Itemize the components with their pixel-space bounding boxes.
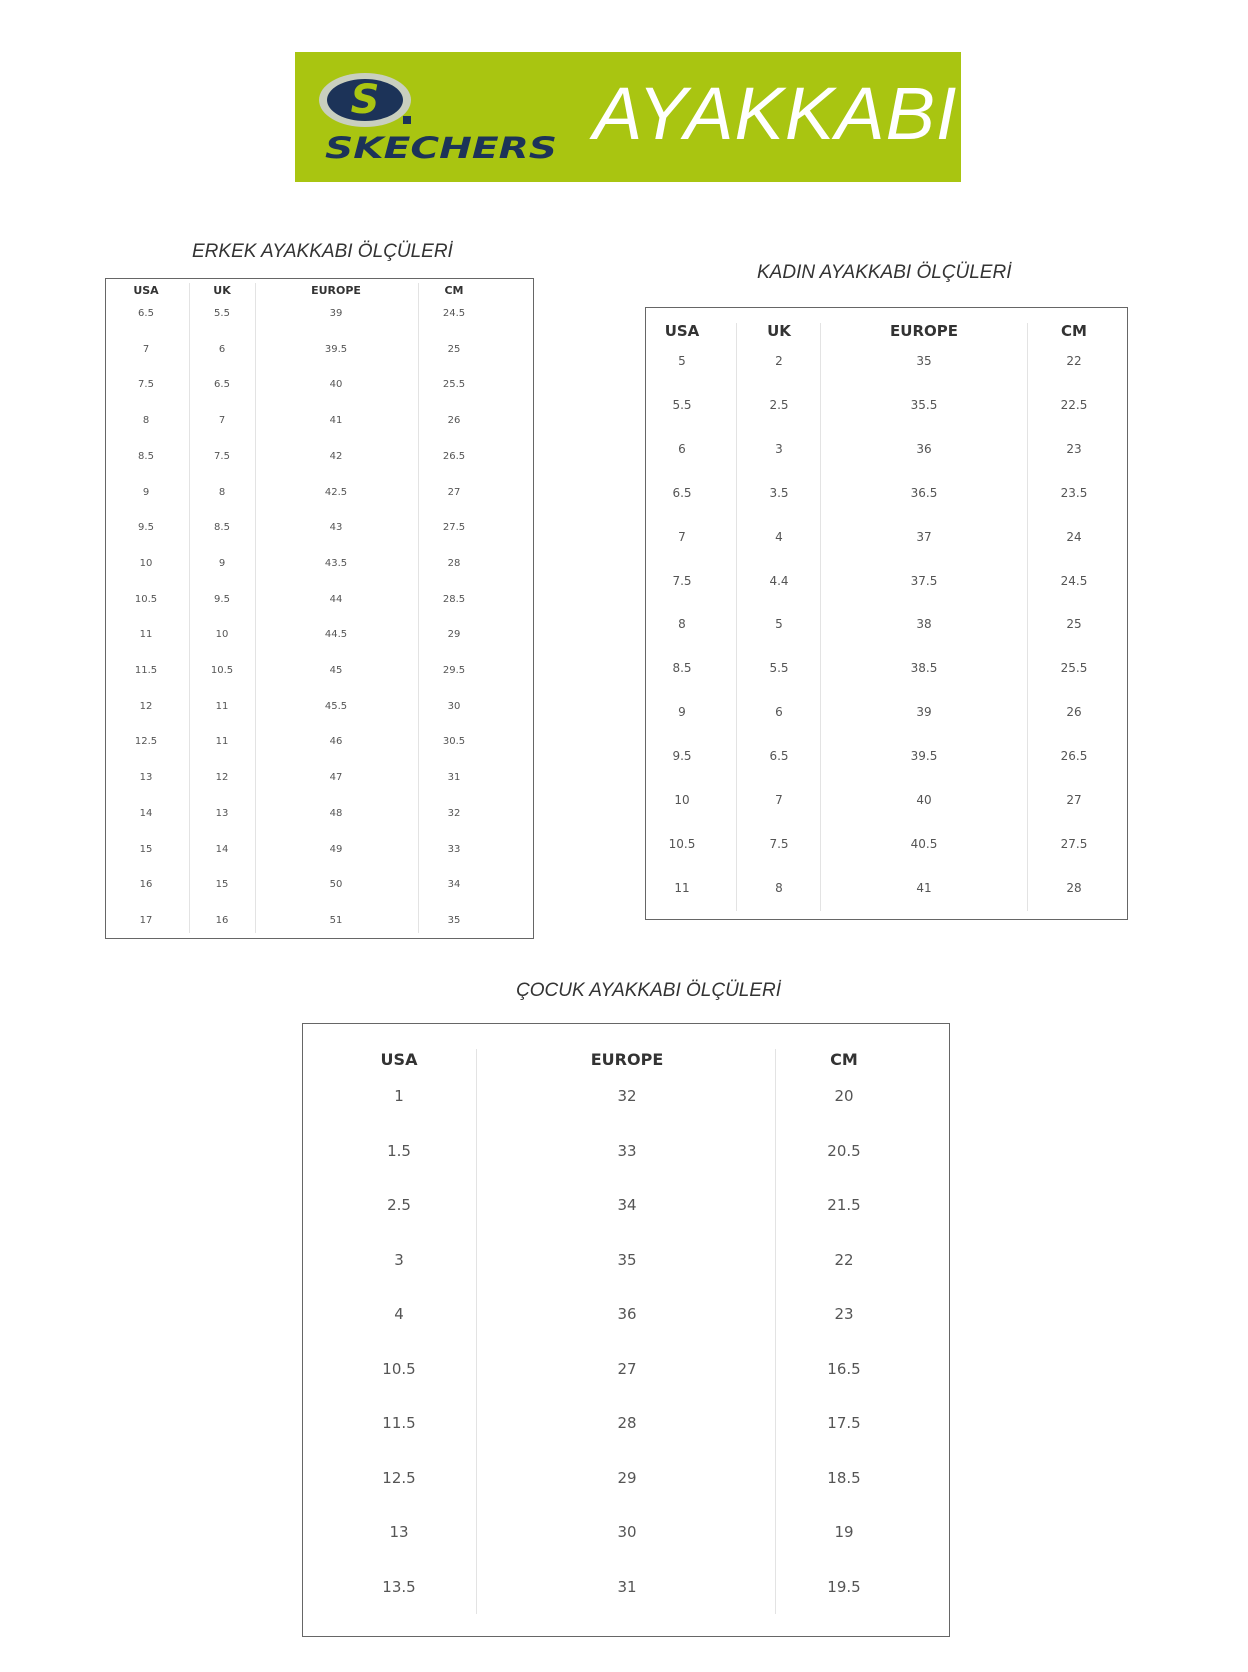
table-cell: 51 xyxy=(329,914,343,926)
table-cell: 37.5 xyxy=(910,573,938,588)
table-cell: 16.5 xyxy=(827,1359,861,1378)
column-header: UK xyxy=(767,322,791,340)
table-cell: 21.5 xyxy=(827,1196,861,1214)
table-cell: 28 xyxy=(617,1414,637,1432)
table-cell: 5.5 xyxy=(214,308,230,319)
table-cell: 8.5 xyxy=(672,661,692,676)
table-cell: 39.5 xyxy=(910,749,938,764)
table-cell: 3 xyxy=(394,1250,404,1269)
table-cell: 7.5 xyxy=(672,573,692,588)
table-cell: 6.5 xyxy=(138,308,154,319)
table-cell: 45.5 xyxy=(324,700,348,712)
table-cell: 19 xyxy=(834,1523,854,1541)
table-cell: 9 xyxy=(218,557,226,569)
column-header: USA xyxy=(380,1050,418,1069)
table-cell: 11 xyxy=(674,880,690,895)
men-section-title: ERKEK AYAKKABI ÖLÇÜLERİ xyxy=(192,241,453,262)
table-cell: 25 xyxy=(447,343,461,355)
table-cell: 12.5 xyxy=(382,1468,416,1487)
table-cell: 13.5 xyxy=(382,1577,416,1596)
column-header: EUROPE xyxy=(311,284,361,297)
table-cell: 7.5 xyxy=(769,836,789,851)
table-cell: 43 xyxy=(329,522,343,534)
table-cell: 33 xyxy=(447,843,461,855)
table-cell: 7 xyxy=(678,529,686,544)
table-cell: 5.5 xyxy=(672,397,692,412)
table-cell: 35 xyxy=(916,354,932,368)
table-cell: 34 xyxy=(447,879,461,891)
column-divider xyxy=(775,1049,776,1614)
table-cell: 19.5 xyxy=(827,1577,861,1596)
table-cell: 45 xyxy=(329,665,343,676)
table-cell: 49 xyxy=(329,843,343,855)
table-cell: 10.5 xyxy=(668,836,696,851)
table-cell: 7 xyxy=(775,793,783,807)
table-cell: 7.5 xyxy=(138,379,154,391)
column-header: CM xyxy=(830,1050,858,1069)
table-cell: 24 xyxy=(1066,529,1082,544)
table-cell: 38 xyxy=(916,617,932,632)
table-cell: 10.5 xyxy=(382,1359,416,1378)
kids-section-title: ÇOCUK AYAKKABI ÖLÇÜLERİ xyxy=(516,980,782,1001)
table-cell: 36 xyxy=(617,1305,637,1323)
table-cell: 30.5 xyxy=(442,736,466,748)
table-cell: 5.5 xyxy=(769,661,789,676)
skechers-s-logo-icon xyxy=(319,70,563,162)
table-cell: 26 xyxy=(447,415,461,427)
table-cell: 40.5 xyxy=(910,836,938,851)
table-cell: 35 xyxy=(617,1250,637,1269)
banner-title: AYAKKABI xyxy=(593,72,958,155)
brand-banner xyxy=(295,52,961,182)
table-cell: 44.5 xyxy=(324,629,348,641)
table-cell: 15 xyxy=(215,879,229,891)
table-cell: 27.5 xyxy=(1060,836,1088,851)
table-cell: 5 xyxy=(775,617,783,632)
column-header: EUROPE xyxy=(890,322,958,340)
column-header: EUROPE xyxy=(590,1050,664,1069)
table-cell: 13 xyxy=(215,807,229,819)
table-cell: 23 xyxy=(834,1305,854,1323)
table-cell: 29 xyxy=(447,629,461,641)
table-cell: 41 xyxy=(916,880,932,895)
table-cell: 50 xyxy=(329,879,343,891)
table-cell: 6.5 xyxy=(672,485,692,500)
table-cell: 28 xyxy=(1066,880,1082,895)
table-cell: 13 xyxy=(389,1523,409,1541)
table-cell: 24.5 xyxy=(442,308,466,319)
table-cell: 47 xyxy=(329,772,343,784)
table-cell: 11 xyxy=(139,629,153,641)
column-header: UK xyxy=(213,284,231,297)
table-cell: 9.5 xyxy=(214,593,230,605)
table-cell: 17 xyxy=(139,914,153,926)
table-cell: 30 xyxy=(447,700,461,712)
table-cell: 14 xyxy=(139,807,153,819)
table-cell: 42 xyxy=(329,450,343,462)
table-cell: 27 xyxy=(617,1359,637,1378)
table-cell: 33 xyxy=(617,1141,637,1160)
table-cell: 11.5 xyxy=(382,1414,416,1432)
table-cell: 5 xyxy=(678,354,686,368)
table-cell: 44 xyxy=(329,593,343,605)
table-cell: 37 xyxy=(916,529,932,544)
table-cell: 2 xyxy=(775,354,783,368)
table-cell: 43.5 xyxy=(324,557,348,569)
table-cell: 28.5 xyxy=(442,593,466,605)
table-cell: 31 xyxy=(617,1577,637,1596)
table-cell: 27 xyxy=(447,486,461,498)
table-cell: 8.5 xyxy=(138,450,154,462)
table-cell: 26.5 xyxy=(442,450,466,462)
table-cell: 6.5 xyxy=(214,379,230,391)
table-cell: 38.5 xyxy=(910,661,938,676)
table-cell: 11 xyxy=(215,700,229,712)
table-cell: 25 xyxy=(1066,617,1082,632)
table-cell: 7 xyxy=(142,343,150,355)
table-cell: 20.5 xyxy=(827,1141,861,1160)
table-cell: 29 xyxy=(617,1468,637,1487)
table-cell: 27 xyxy=(1066,793,1082,807)
column-header: USA xyxy=(133,284,159,297)
table-cell: 22 xyxy=(1066,354,1082,368)
table-cell: 9.5 xyxy=(672,749,692,764)
table-cell: 8 xyxy=(678,617,686,632)
table-cell: 36.5 xyxy=(910,485,938,500)
table-cell: 31 xyxy=(447,772,461,784)
table-cell: 10 xyxy=(674,793,690,807)
table-cell: 10 xyxy=(215,629,229,641)
column-header: CM xyxy=(1061,322,1087,340)
table-cell: 6 xyxy=(678,441,686,456)
table-cell: 34 xyxy=(617,1196,637,1214)
table-cell: 17.5 xyxy=(827,1414,861,1432)
table-cell: 1.5 xyxy=(387,1141,411,1160)
table-cell: 36 xyxy=(916,441,932,456)
table-cell: 6 xyxy=(775,705,783,720)
table-cell: 10 xyxy=(139,557,153,569)
column-divider xyxy=(476,1049,477,1614)
table-cell: 6.5 xyxy=(769,749,789,764)
table-cell: 32 xyxy=(617,1087,637,1105)
table-cell: 41 xyxy=(329,415,343,427)
table-cell: 23 xyxy=(1066,441,1082,456)
table-cell: 26 xyxy=(1066,705,1082,720)
table-cell: 24.5 xyxy=(1060,573,1088,588)
table-cell: 46 xyxy=(329,736,343,748)
table-cell: 20 xyxy=(834,1087,854,1105)
table-cell: 4 xyxy=(775,529,783,544)
table-cell: 8 xyxy=(142,415,150,427)
table-cell: 39 xyxy=(329,308,343,319)
svg-text:S: S xyxy=(350,77,380,123)
table-cell: 9 xyxy=(678,705,686,720)
table-cell: 2.5 xyxy=(769,397,789,412)
table-cell: 25.5 xyxy=(442,379,466,391)
table-cell: 16 xyxy=(139,879,153,891)
table-cell: 16 xyxy=(215,914,229,926)
table-cell: 28 xyxy=(447,557,461,569)
column-header: USA xyxy=(664,322,700,340)
table-cell: 8 xyxy=(775,880,783,895)
table-cell: 11 xyxy=(215,736,229,748)
table-cell: 8 xyxy=(218,486,226,498)
table-cell: 27.5 xyxy=(442,522,466,534)
table-cell: 6 xyxy=(218,343,226,355)
table-cell: 11.5 xyxy=(134,665,158,676)
men-size-table xyxy=(105,278,534,939)
table-cell: 9.5 xyxy=(138,522,154,534)
table-cell: 29.5 xyxy=(442,665,466,676)
women-section-title: KADIN AYAKKABI ÖLÇÜLERİ xyxy=(757,262,1012,283)
table-cell: 39.5 xyxy=(324,343,348,355)
table-cell: 42.5 xyxy=(324,486,348,498)
table-cell: 7 xyxy=(218,415,226,427)
table-cell: 8.5 xyxy=(214,522,230,534)
table-cell: 40 xyxy=(916,793,932,807)
table-cell: 48 xyxy=(329,807,343,819)
table-cell: 15 xyxy=(139,843,153,855)
table-cell: 9 xyxy=(142,486,150,498)
table-cell: 23.5 xyxy=(1060,485,1088,500)
table-cell: 13 xyxy=(139,772,153,784)
table-cell: 14 xyxy=(215,843,229,855)
svg-text:SKECHERS: SKECHERS xyxy=(325,131,557,162)
women-size-table xyxy=(645,307,1128,920)
table-cell: 2.5 xyxy=(387,1196,411,1214)
table-cell: 25.5 xyxy=(1060,661,1088,676)
table-cell: 10.5 xyxy=(210,665,234,676)
table-cell: 1 xyxy=(394,1087,404,1105)
table-cell: 12 xyxy=(215,772,229,784)
table-cell: 3 xyxy=(775,441,783,456)
table-cell: 4.4 xyxy=(769,573,789,588)
table-cell: 12 xyxy=(139,700,153,712)
table-cell: 40 xyxy=(329,379,343,391)
table-cell: 30 xyxy=(617,1523,637,1541)
table-cell: 39 xyxy=(916,705,932,720)
table-cell: 35.5 xyxy=(910,397,938,412)
table-cell: 4 xyxy=(394,1305,404,1323)
kids-size-table xyxy=(302,1023,950,1637)
table-cell: 18.5 xyxy=(827,1468,861,1487)
column-header: CM xyxy=(444,284,464,297)
table-cell: 32 xyxy=(447,807,461,819)
table-cell: 22 xyxy=(834,1250,854,1269)
table-cell: 7.5 xyxy=(214,450,230,462)
table-cell: 12.5 xyxy=(134,736,158,748)
table-cell: 10.5 xyxy=(134,593,158,605)
table-cell: 22.5 xyxy=(1060,397,1088,412)
table-cell: 26.5 xyxy=(1060,749,1088,764)
table-cell: 3.5 xyxy=(769,485,789,500)
table-cell: 35 xyxy=(447,914,461,926)
